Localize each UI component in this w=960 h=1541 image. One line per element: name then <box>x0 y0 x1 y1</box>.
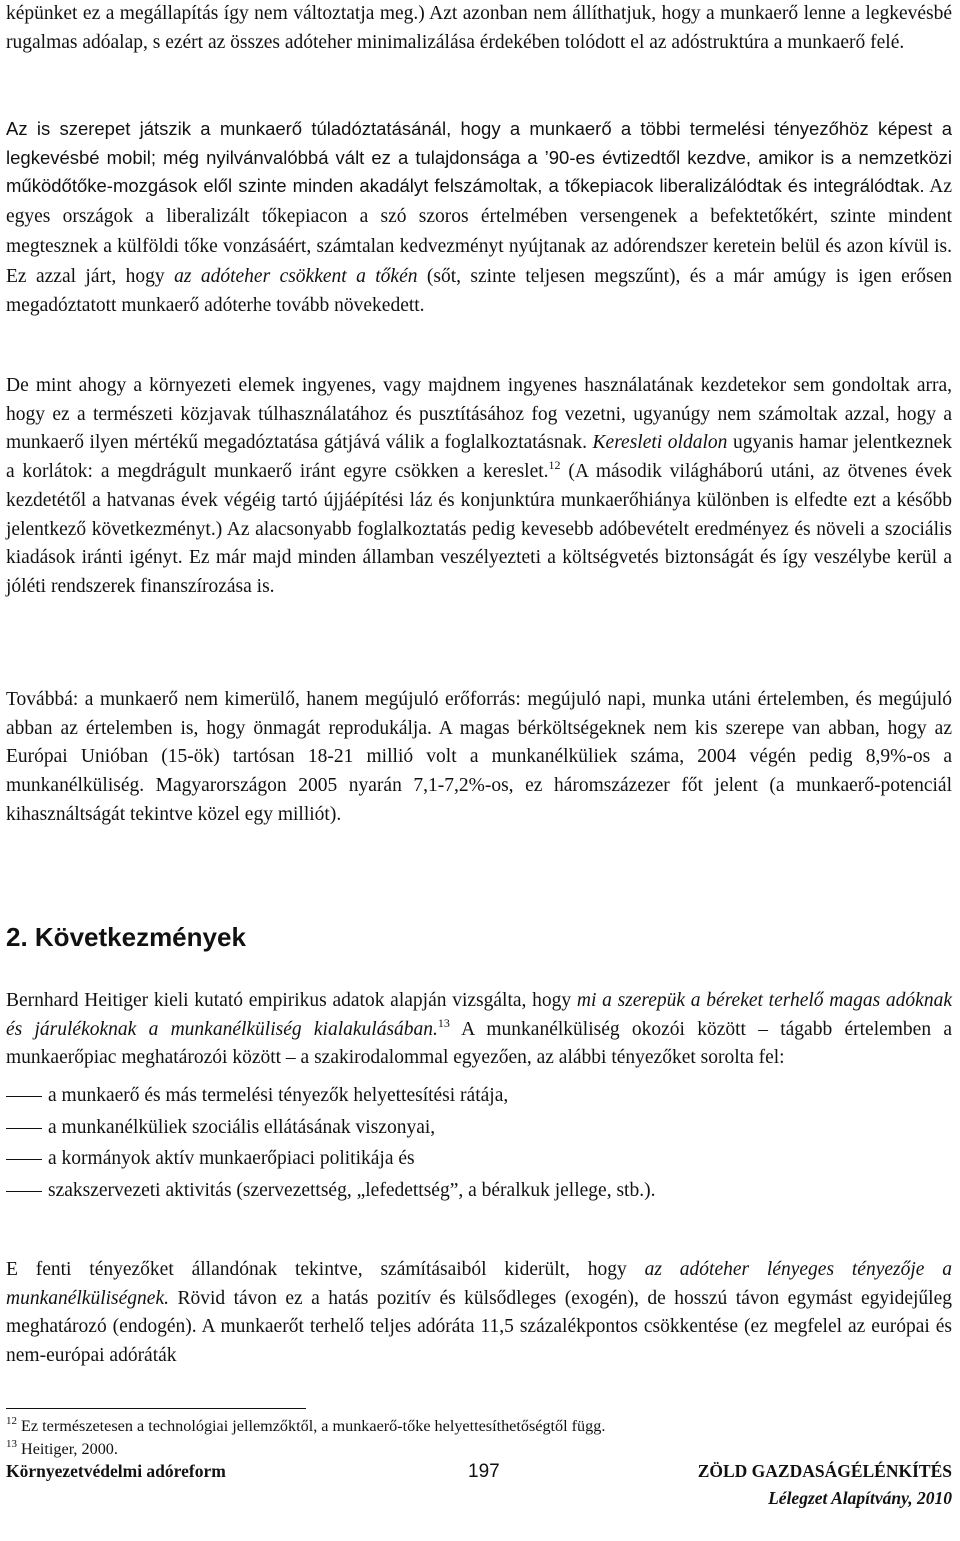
footnote-number: 13 <box>6 1438 17 1450</box>
paragraph-text: Az is szerepet játszik a munkaerő túladóztatásánál, hogy a munkaerő a többi termelési tényezőhöz képest a legkevésbé mobil; még nyilvánvalóbbá vált ez a tulajdonsága a ’90-es évtizedtől kezdve, amikor is a nemzetközi működőtőke-mozgások elől szinte minden akadályt felszámoltak, a tőkepiacok liberalizálódtak és integrálódtak. <box>6 118 952 197</box>
emphasis-text: az adóteher csökkent a tőkén <box>174 265 418 287</box>
paragraph-intro <box>6 0 952 57</box>
paragraph-text: A munkanélküliség okozói között – tágabb értelemben a munkaerőpiac meghatározói között – a szakirodalommal egyezően, az alábbi tényezőket sorolta fel: <box>6 1018 953 1069</box>
list-item: a munkaerő és más termelési tényezők helyettesítési rátája, <box>6 1080 952 1112</box>
paragraph-heitiger <box>6 987 952 1073</box>
paragraph-renewable <box>6 686 952 830</box>
list-item: szakszervezeti aktivitás (szervezettség, „lefedettség”, a béralkuk jellege, stb.). <box>6 1175 952 1207</box>
paragraph-text: Rövid távon ez a hatás pozitív és külsődleges (exogén), de hosszú távon egymást egyidejűleg meghatározó (endogén). A munkaerőt terhelő teljes adóráta 11,5 százalékpontos csökkentése (ez megfelel az európai és nem-európai adóráták <box>6 1287 952 1367</box>
footnote-12 <box>6 1416 605 1436</box>
dash-bullet <box>6 1159 42 1160</box>
emphasis-text: az adóteher lényeges tényezője a munkanélküliségnek. <box>6 1259 952 1309</box>
paragraph-text: ugyanis hamar jelentkeznek a korlátok: a megdrágult munkaerő iránt egyre csökken a kereslet. <box>6 432 952 483</box>
dash-bullet <box>6 1096 42 1097</box>
footer-series-title: ZÖLD GAZDASÁGÉLÉNKÍTÉS <box>697 1461 952 1481</box>
paragraph-text: (sőt, szinte teljesen megszűnt), és a már amúgy is igen erősen megadóztatott munkaerő adóterhe tovább növekedett. <box>6 265 952 317</box>
emphasis-text: Keresleti oldalon <box>592 432 728 454</box>
footnote-ref-13[interactable]: 13 <box>437 1015 450 1030</box>
paragraph-text: (A második világháború utáni, az ötvenes évek kezdetétől a hatvanas évek végéig tartó újjáépítési láz és konjunktúra munkaerőhiánya különben is elfedte ezt a később jelentkező következményt.) Az alacsonyabb foglalkoztatás pedig kevesebb adóbevételt eredményez és növeli a szociális kiadások iránti igényt. Ez már majd minden államban veszélyezteti a költségvetés biztonságát és így veszélybe kerül a jóléti rendszerek finanszírozása is. <box>6 461 952 597</box>
paragraph-text: Bernhard Heitiger kieli kutató empirikus adatok alapján vizsgálta, hogy <box>6 990 577 1011</box>
footnote-divider <box>6 1408 306 1409</box>
paragraph-text: Az egyes országok a liberalizált tőkepiacon a szó szoros értelmében versengenek a befektetőkért, szinte mindent megtesznek a külföldi tőke vonzásáért, számtalan kedvezményt nyújtanak az adórendszer keretein belül és azon kívül is. Ez azzal járt, hogy <box>6 176 952 287</box>
paragraph-text: De mint ahogy a környezeti elemek ingyenes, vagy majdnem ingyenes használatának kezdetekor sem gondoltak arra, hogy ez a természeti közjavak túlhasználatához és pusztításához fog vezetni, ugyanúgy nem számoltak azzal, hogy a munkaerő ilyen mértékű megadóztatása gátjává válik a foglalkoztatásnak. <box>6 375 952 454</box>
footnote-text: Heitiger, 2000. <box>17 1440 118 1458</box>
factor-list <box>6 1080 952 1206</box>
list-item: a munkanélküliek szociális ellátásának viszonyai, <box>6 1112 952 1144</box>
paragraph-text: E fenti tényezőket állandónak tekintve, számításaiból kiderült, hogy <box>6 1259 645 1280</box>
dash-bullet <box>6 1191 42 1192</box>
footnote-ref-12[interactable]: 12 <box>548 458 561 473</box>
paragraph-mobility <box>6 115 952 321</box>
dash-bullet <box>6 1128 42 1129</box>
footnote-number: 12 <box>6 1415 17 1427</box>
footer-publication-title: Környezetvédelmi adóreform <box>6 1461 226 1481</box>
paragraph-environment <box>6 372 952 602</box>
footer-publisher: Lélegzet Alapítvány, 2010 <box>768 1488 952 1508</box>
footnote-text: Ez természetesen a technológiai jellemzőktől, a munkaerő-tőke helyettesíthetőségtől függ. <box>17 1417 606 1435</box>
paragraph-conclusion <box>6 1256 952 1371</box>
emphasis-text: mi a szerepük a béreket terhelő magas adóknak és járulékoknak a munkanélküliség kialakulásában. <box>6 990 952 1040</box>
paragraph-text: képünket ez a megállapítás így nem változtatja meg.) Azt azonban nem állíthatjuk, hogy a munkaerő lenne a legkevésbé rugalmas adóalap, s ezért az összes adóteher minimalizálása érdekében tolódott el az adóstruktúra a munkaerő felé. <box>6 3 952 53</box>
section-heading: 2. Következmények <box>6 922 246 952</box>
page-number: 197 <box>468 1461 500 1482</box>
list-item: a kormányok aktív munkaerőpiaci politikája és <box>6 1143 952 1175</box>
footnote-13 <box>6 1439 118 1459</box>
paragraph-text: Továbbá: a munkaerő nem kimerülő, hanem megújuló erőforrás: megújuló napi, munka utáni értelemben, és megújuló abban az értelemben is, hogy önmagát reprodukálja. A magas bérköltségeknek nem kis szerepe van abban, hogy az Európai Unióban (15-ök) tartósan 18-21 millió volt a munkanélküliek száma, 2004 végén pedig 8,9%-os a munkanélküliség. Magyarországon 2005 nyarán 7,1-7,2%-os, ez háromszázezer főt jelent (a munkaerő-potenciál kihasználtságát tekintve közel egy milliót). <box>6 689 952 825</box>
